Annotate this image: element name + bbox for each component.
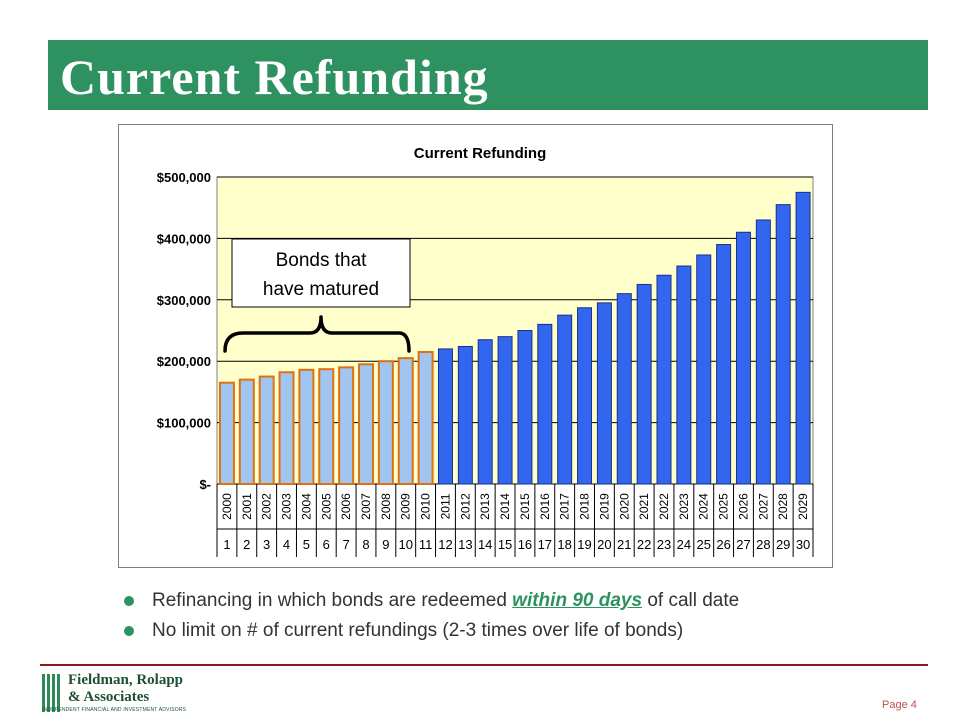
x-tick-label-period: 17 [537,537,553,552]
bar-matured [359,364,373,484]
annotation-line-1: Bonds that [275,250,367,271]
x-tick-label-year: 2020 [617,493,632,520]
y-axis-ticks [157,170,211,492]
x-tick-label-year: 2004 [299,493,314,520]
bar-matured [399,358,413,484]
bar-chart [119,125,832,567]
chart-title: Current Refunding [413,145,547,162]
slide-title: Current Refunding [60,49,489,105]
x-tick-label-period: 26 [716,537,731,552]
bullet-dot-icon [124,626,134,636]
logo-tagline: INDEPENDENT FINANCIAL AND INVESTMENT ADVISORS [42,707,187,713]
bullet-text [152,590,739,612]
bar-outstanding [776,205,790,484]
bar-outstanding [796,192,810,484]
bar-outstanding [756,220,770,484]
bar-outstanding [657,275,671,484]
x-tick-label-year: 2028 [776,493,791,520]
x-tick-label-year: 2026 [736,493,751,520]
x-tick-label-period: 12 [438,537,453,552]
bar-outstanding [538,324,552,484]
x-tick-label-year: 2001 [239,493,254,520]
bar-matured [299,370,313,484]
x-tick-label-period: 19 [577,537,592,552]
x-tick-label-period: 8 [362,537,370,552]
bar-outstanding [736,232,750,484]
bar-matured [319,369,333,484]
x-tick-label-year: 2006 [339,493,354,520]
x-tick-label-year: 2000 [219,493,234,520]
y-tick-label: $300,000 [156,292,211,308]
x-tick-label-period: 27 [736,537,751,552]
x-tick-label-year: 2012 [458,493,473,520]
x-tick-label-period: 30 [795,537,811,552]
bar-outstanding [697,255,711,484]
x-axis-table [217,484,813,557]
bar-outstanding [637,284,651,484]
x-tick-label-period: 18 [557,537,572,552]
logo-line-1: Fieldman, Rolapp [68,672,184,688]
x-tick-label-period: 22 [636,537,652,552]
logo-line-2: & Associates [68,689,150,705]
x-tick-label-year: 2005 [319,493,334,520]
bar-outstanding [717,245,731,484]
y-tick-label: $400,000 [156,231,211,247]
x-tick-label-period: 25 [696,537,711,552]
bullet-text-part: of call date [642,590,740,611]
bullet-emphasis: within 90 days [512,590,643,611]
y-tick-label: $500,000 [156,170,211,185]
x-tick-label-year: 2014 [498,493,513,520]
bullet-dot-icon [124,596,134,606]
x-tick-label-year: 2015 [517,493,532,520]
bar-matured [280,372,294,484]
x-tick-label-year: 2008 [378,493,393,520]
x-tick-label-period: 13 [458,537,473,552]
x-tick-label-year: 2023 [676,493,691,520]
y-tick-label: $200,000 [156,354,211,370]
x-tick-label-period: 4 [282,537,291,552]
bar-outstanding [677,266,691,484]
x-tick-label-period: 10 [398,537,413,552]
x-tick-label-period: 9 [382,537,390,552]
bullet-text-part: Refinancing in which bonds are redeemed [152,590,513,611]
footer-rule [40,664,928,666]
bar-matured [419,352,433,484]
bullet-list [124,588,924,648]
x-tick-label-period: 16 [517,537,533,552]
bar-matured [240,380,254,484]
x-tick-label-period: 29 [775,537,791,552]
x-tick-label-year: 2029 [796,493,811,520]
bullet-item [124,588,924,618]
x-tick-label-period: 20 [597,537,612,552]
x-tick-label-year: 2019 [597,493,612,520]
x-tick-label-period: 23 [656,537,672,552]
x-tick-label-year: 2007 [359,493,373,520]
x-tick-label-year: 2022 [657,493,671,520]
x-tick-label-year: 2016 [537,493,552,520]
x-tick-label-year: 2027 [756,493,771,520]
bullet-item [124,618,924,648]
x-tick-label-period: 24 [676,537,692,552]
x-tick-label-year: 2018 [577,493,592,520]
y-tick-label: $- [199,477,211,492]
page-number: Page 4 [882,699,917,711]
x-tick-label-year: 2013 [478,493,493,520]
x-tick-label-period: 7 [342,537,350,552]
bar-matured [220,383,234,484]
x-tick-label-period: 21 [617,537,632,552]
x-tick-label-year: 2021 [637,493,652,520]
x-tick-label-year: 2002 [259,493,274,520]
x-tick-label-year: 2025 [716,493,731,520]
x-tick-label-year: 2024 [696,493,711,520]
x-tick-label-period: 28 [756,537,771,552]
bar-outstanding [617,294,631,484]
bar-outstanding [498,337,512,484]
bar-matured [339,367,353,484]
y-tick-label: $100,000 [156,415,211,431]
x-tick-label-year: 2003 [279,493,294,520]
x-tick-label-period: 3 [263,537,271,552]
company-logo [40,672,210,714]
x-tick-label-period: 1 [223,537,231,552]
bar-outstanding [558,315,572,484]
x-tick-label-year: 2010 [418,493,433,520]
x-tick-label-year: 2017 [557,493,572,520]
bar-outstanding [518,331,532,485]
x-tick-label-period: 11 [418,537,433,552]
x-tick-label-period: 6 [322,537,330,552]
bar-matured [379,361,393,484]
chart-frame [118,124,833,568]
bar-matured [260,377,274,484]
x-tick-label-period: 14 [477,537,493,552]
x-tick-label-period: 2 [243,537,251,552]
x-tick-label-year: 2011 [438,493,453,520]
x-tick-label-year: 2009 [398,493,413,520]
bar-outstanding [458,346,472,484]
annotation-line-2: have matured [262,279,380,300]
bar-outstanding [478,340,492,484]
bar-outstanding [597,303,611,484]
x-tick-label-period: 5 [302,537,311,552]
bullet-text: No limit on # of current refundings (2-3 times over life of bonds) [152,620,684,641]
x-tick-label-period: 15 [497,537,513,552]
bar-outstanding [438,349,452,484]
bar-outstanding [578,308,592,484]
